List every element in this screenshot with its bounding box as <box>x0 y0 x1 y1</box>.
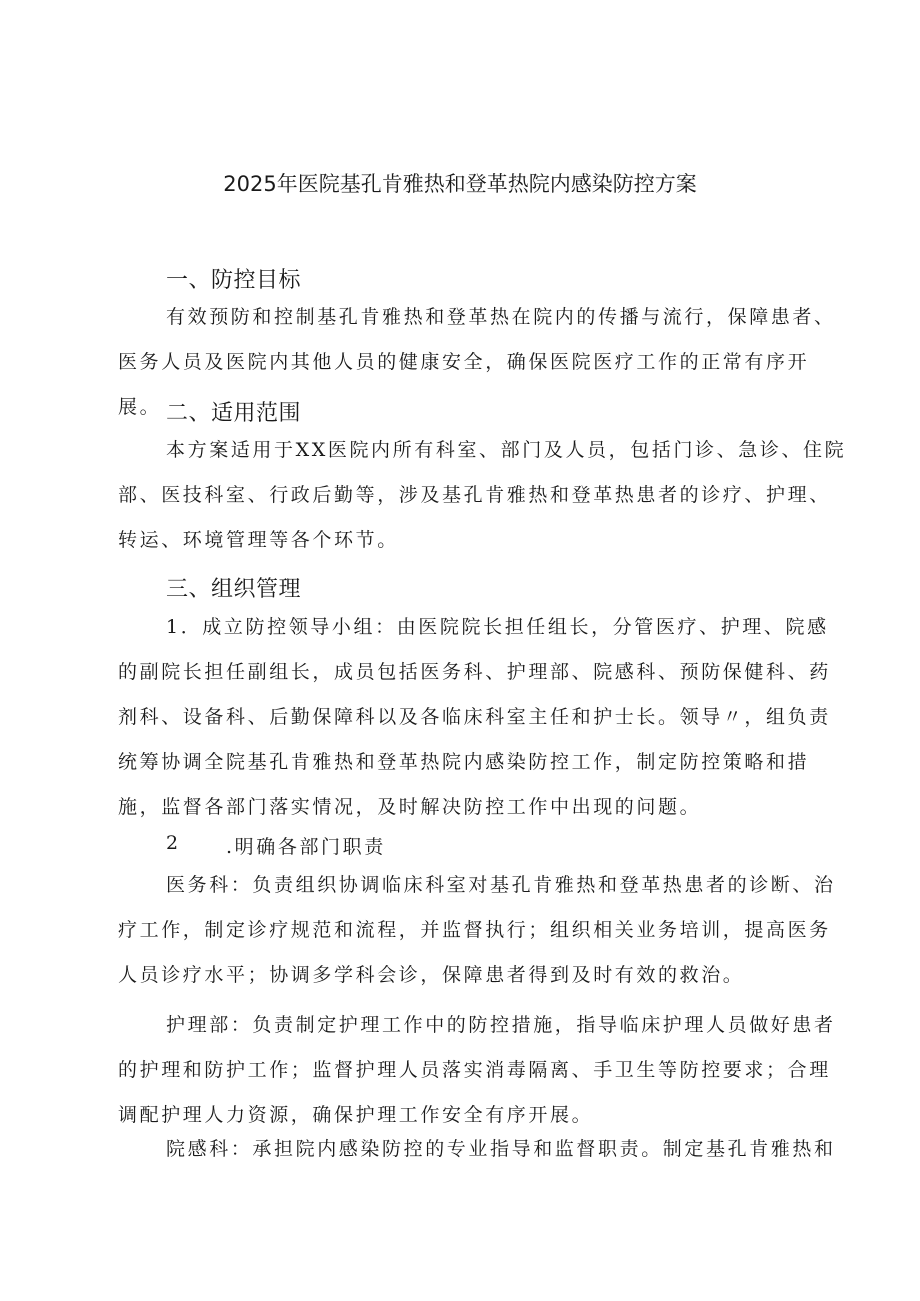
paragraph-scope: 本方案适用于XX医院内所有科室、部门及人员，包括门诊、急诊、住院部、医技科室、行政后勤等，涉及基孔肯雅热和登革热患者的诊疗、护理、转运、环境管理等各个环节。 <box>118 439 847 551</box>
section-heading-organization: 三、组织管理 <box>166 577 302 602</box>
paragraph-infection-dept: 院感科：承担院内感染防控的专业指导和监督职责。制定基孔肯雅热和 <box>166 1138 836 1160</box>
item-number: 2 <box>166 832 181 854</box>
item-heading-duties: .明确各部门职责 <box>226 836 386 858</box>
paragraph-leadership-group: 1．成立防控领导小组：由医院院长担任组长，分管医疗、护理、院感的副院长担任副组长，成员包括医务科、护理部、院感科、预防保健科、药剂科、设备科、后勤保障科以及各临床科室主任和护士长。领导〃，组负责统筹协调全院基孔肯雅热和登革热院内感染防控工作，制定防控策略和措施，监督各部门落实情况，及时解决防控工作中出现的问题。 <box>118 616 831 818</box>
section-heading-goals: 一、防控目标 <box>166 268 302 293</box>
paragraph-nursing-dept: 护理部：负责制定护理工作中的防控措施，指导临床护理人员做好患者的护理和防护工作；监督护理人员落实消毒隔离、手卫生等防控要求；合理调配护理人力资源，确保护理工作安全有序开展。 <box>118 1014 836 1126</box>
paragraph-medical-dept: 医务科：负责组织协调临床科室对基孔肯雅热和登革热患者的诊断、治疗工作，制定诊疗规范和流程，并监督执行；组织相关业务培训，提高医务人员诊疗水平；协调多学科会诊，保障患者得到及时有效的救治。 <box>118 874 836 986</box>
section-heading-scope: 二、适用范围 <box>166 401 302 426</box>
document-title: 2025年医院基孔肯雅热和登革热院内感染防控方案 <box>223 172 697 196</box>
paragraph-goals: 有效预防和控制基孔肯雅热和登革热在院内的传播与流行，保障患者、医务人员及医院内其他人员的健康安全，确保医院医疗工作的正常有序开展。 <box>118 306 836 418</box>
